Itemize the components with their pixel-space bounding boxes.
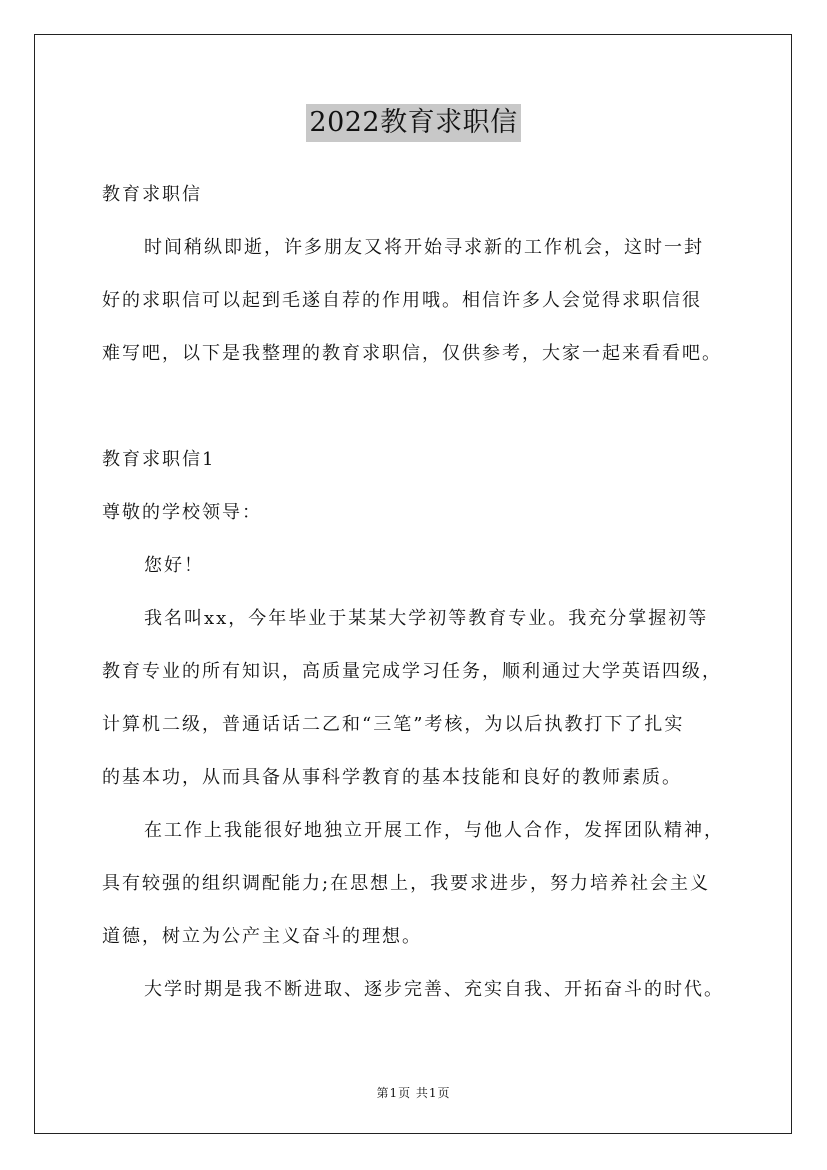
paragraph-line: 在工作上我能很好地独立开展工作，与他人合作，发挥团队精神， bbox=[144, 820, 724, 841]
greeting: 您好！ bbox=[144, 555, 204, 576]
heading: 教育求职信 bbox=[102, 184, 202, 205]
title-wrap bbox=[0, 104, 827, 142]
intro-line: 好的求职信可以起到毛遂自荐的作用哦。相信许多人会觉得求职信很 bbox=[102, 290, 702, 311]
paragraph-line: 的基本功，从而具备从事科学教育的基本技能和良好的教师素质。 bbox=[102, 767, 682, 788]
spacer bbox=[102, 380, 752, 433]
intro-line: 时间稍纵即逝，许多朋友又将开始寻求新的工作机会，这时一封 bbox=[144, 237, 704, 258]
paragraph-line: 计算机二级，普通话话二乙和“三笔”考核，为以后执教打下了扎实 bbox=[102, 714, 685, 735]
paragraph-line: 大学时期是我不断进取、逐步完善、充实自我、开拓奋斗的时代。 bbox=[144, 979, 724, 1000]
intro-line: 难写吧，以下是我整理的教育求职信，仅供参考，大家一起来看看吧。 bbox=[102, 343, 722, 364]
paragraph-line: 我名叫xx，今年毕业于某某大学初等教育专业。我充分掌握初等 bbox=[144, 608, 709, 629]
paragraph-line: 具有较强的组织调配能力;在思想上，我要求进步，努力培养社会主义 bbox=[102, 873, 711, 894]
section-title: 教育求职信1 bbox=[102, 449, 216, 470]
document-title: 2022教育求职信 bbox=[306, 104, 520, 142]
salutation: 尊敬的学校领导： bbox=[102, 502, 262, 523]
paragraph-line: 教育专业的所有知识，高质量完成学习任务，顺利通过大学英语四级， bbox=[102, 661, 722, 682]
document-body bbox=[102, 168, 752, 1016]
paragraph-line: 道德，树立为公产主义奋斗的理想。 bbox=[102, 926, 422, 947]
page-number: 第1页 共1页 bbox=[376, 1086, 451, 1100]
